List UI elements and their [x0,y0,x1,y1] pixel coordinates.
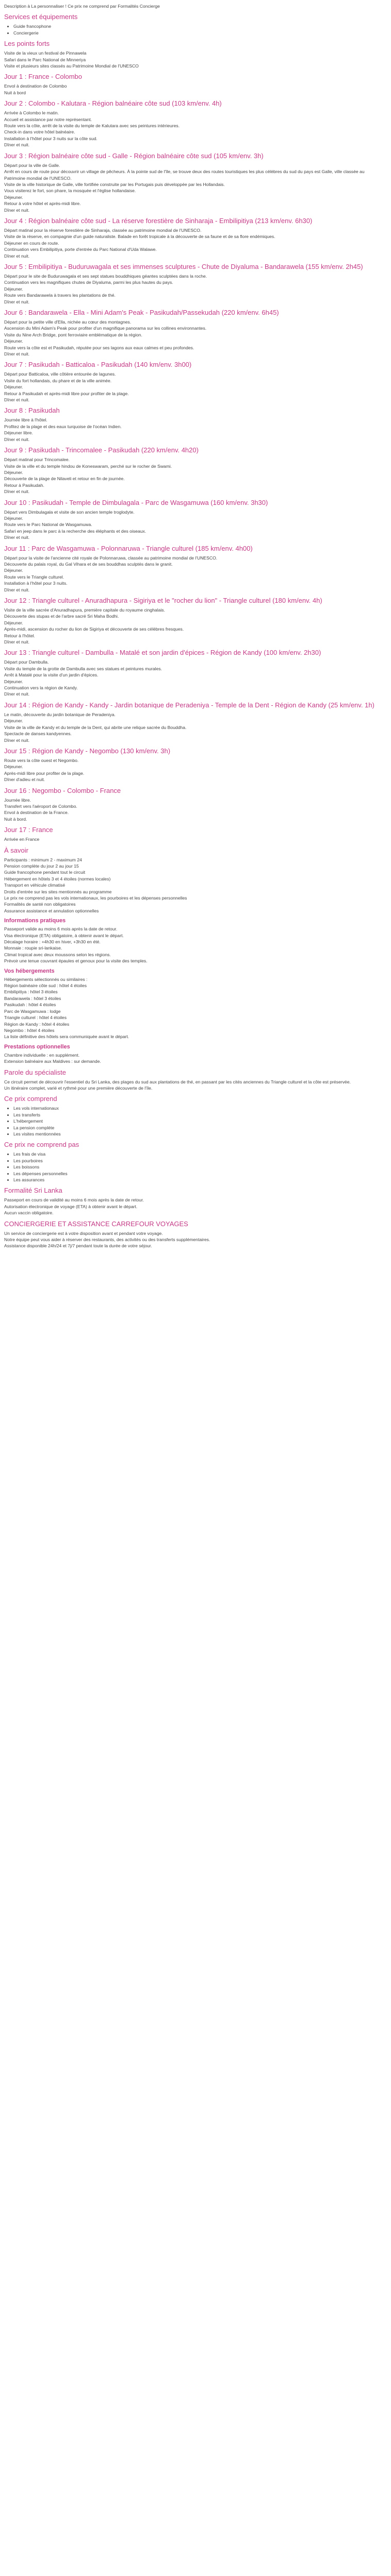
list-item: • Les boissons [13,1164,379,1170]
day-text: Déjeuner. [4,469,23,475]
day-title: Jour 17 : France [4,826,53,834]
hotel-item: Triangle culturel : hôtel 4 étoiles [4,1015,67,1021]
day-text: Ascension du Mini Adam's Peak pour profiter d'un magnifique panorama sur les collines environnantes. [4,326,207,331]
day-text: Découverte du palais royal, du Gal Vihara et de ses bouddhas sculptés dans le granit. [4,561,173,567]
day-text: Dîner et nuit. [4,299,30,304]
list-item: • Guide francophone [13,23,379,29]
info-text: Un service de conciergerie est à votre disposition avant et pendant votre voyage. [4,1230,163,1236]
day-title: Jour 11 : Parc de Wasgamuwa - Polonnaruwa - Triangle culturel (185 km/env. 4h00) [4,544,253,552]
day-text: Visite de la ville historique de Galle, ville fortifiée construite par les Portugais puis développée par les Hollandais. [4,181,225,187]
day-text: Visite de la réserve, en compagnie d'un guide naturaliste. Balade en forêt tropicale à la découverte de sa faune et de sa flore endémiques. [4,234,275,240]
day-text: Départ pour Batticaloa, ville côtière entourée de lagunes. [4,371,116,377]
hotel-item: Parc de Wasgamuwa : lodge [4,1008,61,1014]
hotels-intro: Hébergements sélectionnés ou similaires : [4,976,88,982]
day-text: Déjeuner libre. [4,430,33,436]
day-text: Départ matinal pour Trincomalee. [4,457,70,463]
day-text: Retour à Pasikudah et après-midi libre pour profiter de la plage. [4,391,129,396]
day-text: Dîner et nuit. [4,436,30,442]
day-text: Continuation vers Embilipitiya, porte d'entrée du Parc National d'Uda Walawe. [4,247,157,252]
day-text: Retour à votre hôtel et après-midi libre. [4,201,81,207]
hotel-item: Embilipitiya : hôtel 3 étoiles [4,989,58,995]
day-text: Après-midi, ascension du rocher du lion de Sigiriya et découverte de ses célèbres fresques. [4,626,184,632]
list-item: • La pension complète [13,1125,379,1131]
hotel-item: Pasikudah : hôtel 4 étoiles [4,1002,56,1008]
list-item: • Les assurances [13,1177,379,1183]
day-title: Jour 16 : Negombo - Colombo - France [4,786,121,794]
day-text: Dîner et nuit. [4,587,30,592]
info-text: Passeport valide au moins 6 mois après la date de retour. [4,926,118,932]
info-text: Assurance assistance et annulation optionnelles [4,908,99,913]
info-text: Droits d'entrée sur les sites mentionnés au programme [4,889,112,894]
day-text: Dîner et nuit. [4,351,30,357]
day-text: Vous visiterez le fort, son phare, la mosquée et l'église hollandaise. [4,188,136,194]
day-text: Déjeuner. [4,194,23,200]
info-text: Le prix ne comprend pas les vols internationaux, les pourboires et les dépenses personnelles [4,895,187,901]
section-title: Formalité Sri Lanka [4,1187,62,1195]
info-text: Formalités de santé non obligatoires [4,902,76,907]
optional-list [4,1052,379,1065]
day-text: Départ pour la petite ville d'Ella, nichée au cœur des montagnes. [4,319,132,325]
hotel-item: Région balnéaire côte sud : hôtel 4 étoiles [4,983,87,989]
list-item: • L'hébergement [13,1118,379,1124]
info-list [4,926,379,964]
day-text: Journée libre. [4,797,31,803]
section-title: Informations pratiques [4,918,66,924]
day-text: Dîner et nuit. [4,489,30,495]
day-text: Déjeuner. [4,718,23,724]
info-text: Climat tropical avec deux moussons selon les régions. [4,952,111,957]
day-text: Départ pour la ville de Galle. [4,162,60,168]
day-text: Visite de la ville sacrée d'Anuradhapura, première capitale du royaume cinghalais. [4,607,165,613]
hotel-item: Negombo : hôtel 4 étoiles [4,1027,55,1033]
day-title: Jour 15 : Région de Kandy - Negombo (130 km/env. 3h) [4,747,171,755]
day-text: Accueil et assistance par notre représentant. [4,116,92,122]
day-text: Installation à l'hôtel pour 3 nuits sur la côte sud. [4,135,97,141]
day-text: Départ matinal pour la réserve forestière de Sinharaja, classée au patrimoine mondial de l'UNESCO. [4,227,202,233]
section-title: Vos hébergements [4,968,55,974]
day-title: Jour 3 : Région balnéaire côte sud - Galle - Région balnéaire côte sud (105 km/env. 3h) [4,151,264,160]
info-text: Extension balnéaire aux Maldives : sur demande. [4,1059,101,1064]
day-text: Nuit à bord. [4,816,27,822]
concierge-list [4,1230,379,1249]
day-text: Découverte des stupas et de l'arbre sacré Sri Maha Bodhi. [4,614,119,619]
hotel-item: Région de Kandy : hôtel 4 étoiles [4,1021,70,1027]
highlights-title: Les points forts [4,40,50,48]
list-item: • Conciergerie [13,30,379,36]
day-text: Dîner et nuit. [4,253,30,259]
day-text: Déjeuner. [4,620,23,625]
info-text: Participants : minimum 2 - maximum 24 [4,857,82,862]
day-text: Déjeuner. [4,384,23,390]
list-item: • Les pourboires [13,1158,379,1164]
day-text: Visite du Nine Arch Bridge, pont ferroviaire emblématique de la région. [4,332,142,337]
highlight-item: Visite de la vieux un festival de Pinnawela [4,50,87,56]
day-text: Safari en jeep dans le parc à la recherche des éléphants et des oiseaux. [4,528,146,534]
info-text: Hébergement en hôtels 3 et 4 étoiles (normes locales) [4,876,111,882]
info-text: Autorisation électronique de voyage (ETA) à obtenir avant le départ. [4,1204,138,1209]
day-title: Jour 13 : Triangle culturel - Dambulla - Matalé et son jardin d'épices - Région de Kandy (100 km/env. 2h30) [4,649,321,657]
day-text: Arrivée en France [4,837,40,842]
info-text: Assistance disponible 24h/24 et 7j/7 pendant toute la durée de votre séjour. [4,1243,152,1249]
day-title: Jour 6 : Bandarawela - Ella - Mini Adam's Peak - Pasikudah/Passekudah (220 km/env. 6h45) [4,309,279,316]
day-text: Déjeuner en cours de route. [4,240,59,246]
day-text: Continuation vers la région de Kandy. [4,685,78,691]
day-text: Visite du temple de la grotte de Dambulla avec ses statues et peintures murales. [4,666,162,671]
day-text: Départ pour Dambulla. [4,659,49,665]
day-text: Dîner et nuit. [4,397,30,403]
section-title: Ce prix ne comprend pas [4,1141,79,1149]
day-title: Jour 5 : Embilipitiya - Buduruwagala et ses immenses sculptures - Chute de Diyaluma - Bandarawela (155 km/env. 2h45) [4,262,363,270]
guide-list [4,1079,379,1092]
day-text: Départ vers Dimbulagala et visite de son ancien temple troglodyte. [4,509,135,515]
info-text: Passeport en cours de validité au moins 6 mois après la date de retour. [4,1197,144,1203]
day-text: Spectacle de danses kandyennes. [4,731,72,737]
services-title: Services et équipements [4,13,78,21]
list-item: • Les dépenses personnelles [13,1171,379,1177]
services-list [7,23,379,36]
info-text: Guide francophone pendant tout le circuit [4,870,86,875]
list-item: • Les transferts [13,1112,379,1118]
day-text: Dîner et nuit. [4,535,30,540]
day-text: Route vers le Triangle culturel. [4,574,64,580]
highlight-item: Visite et plusieurs sites classés au Patrimoine Mondial de l'UNESCO [4,63,139,69]
day-text: Dîner et nuit. [4,207,30,213]
day-text: Déjeuner. [4,286,23,292]
day-text: Après-midi libre pour profiter de la plage. [4,770,85,776]
list-item: • Les frais de visa [13,1151,379,1157]
info-text: Aucun vaccin obligatoire. [4,1210,54,1216]
day-text: Départ pour la visite de l'ancienne cité royale de Polonnaruwa, classée au patrimoine mondial de l'UNESCO. [4,555,218,561]
day-text: Check-in dans votre hôtel balnéaire. [4,129,75,135]
info-text: Un itinéraire complet, varié et rythmé pour une première découverte de l'île. [4,1085,153,1091]
info-text: Transport en véhicule climatisé [4,883,66,888]
day-text: Départ pour le site de Buduruwagala et ses sept statues bouddhiques géantes sculptées dans la roche. [4,273,207,279]
section-title: CONCIERGERIE ET ASSISTANCE CARREFOUR VOYAGES [4,1219,188,1228]
info-text: Chambre individuelle : en supplément. [4,1052,80,1058]
info-text: Visa électronique (ETA) obligatoire, à obtenir avant le départ. [4,933,124,938]
day-text: Découverte de la plage de Nilaveli et retour en fin de journée. [4,476,125,482]
formalities-list [4,1197,379,1216]
day-text: Journée libre à l'hôtel. [4,417,47,423]
intro-text: Description à La personnaliser ! Ce prix ne comprend par Formalités Concierge [4,4,160,9]
highlight-item: Safari dans le Parc National de Minneriya [4,57,86,62]
info-text: Ce circuit permet de découvrir l'essentiel du Sri Lanka, des plages du sud aux plantations de thé, en passant par les cités anciennes du Triangle culturel et la côte est préservée. [4,1079,351,1084]
day-text: Déjeuner. [4,764,23,770]
section-title: Prestations optionnelles [4,1043,70,1050]
day-text: Route vers le Parc National de Wasgamuwa. [4,522,92,528]
day-title: Jour 10 : Pasikudah - Temple de Dimbulagala - Parc de Wasgamuwa (160 km/env. 3h30) [4,498,268,506]
day-text: Continuation vers les magnifiques chutes de Diyaluma, parmi les plus hautes du pays. [4,280,173,285]
day-text: Déjeuner. [4,338,23,344]
section-title: Ce prix comprend [4,1095,57,1103]
day-title: Jour 7 : Pasikudah - Batticaloa - Pasikudah (140 km/env. 3h00) [4,361,192,369]
day-text: Route vers la côte ouest et Negombo. [4,757,79,763]
info-text: Pension complète du jour 2 au jour 15 [4,863,79,869]
day-text: Envol à destination de Colombo [4,83,67,89]
day-text: Retour à l'hôtel. [4,633,35,638]
itinerary [4,72,379,842]
document [0,0,383,1249]
day-text: Retour à Pasikudah. [4,482,44,488]
day-text: Dîner et nuit. [4,737,30,743]
day-text: Arrêt en cours de route pour découvrir un village de pêcheurs. À la pointe sud de l'île, se trouve deux des routes touristiques les plus célèbres du sud du pays est Galle, ville classée au Patrimoine mondial de l'UNESCO. [4,169,365,181]
day-text: Dîner et nuit. [4,691,30,697]
day-title: Jour 12 : Triangle culturel - Anuradhapura - Sigiriya et le "rocher du lion" - Triangle culturel (180 km/env. 4h) [4,597,322,604]
info-text: Décalage horaire : +4h30 en hiver, +3h30 en été. [4,939,101,945]
day-text: Visite de la ville de Kandy et du temple de la Dent, qui abrite une relique sacrée du Bouddha. [4,724,187,730]
included-list [7,1105,379,1137]
info-text: Notre équipe peut vous aider à réserver des restaurants, des activités ou des transferts supplémentaires. [4,1237,210,1243]
day-text: Transfert vers l'aéroport de Colombo. [4,803,77,809]
day-title: Jour 2 : Colombo - Kalutara - Région balnéaire côte sud (103 km/env. 4h) [4,99,222,108]
day-text: Dîner et nuit. [4,639,30,645]
day-title: Jour 1 : France - Colombo [4,73,83,81]
day-text: Route vers la côte est et Pasikudah, réputée pour ses lagons aux eaux calmes et peu profondes. [4,345,194,350]
day-text: Le matin, découverte du jardin botanique de Peradeniya. [4,711,116,717]
day-text: Route vers Bandarawela à travers les plantations de thé. [4,293,116,298]
day-title: Jour 8 : Pasikudah [4,406,60,415]
not-included-list [7,1151,379,1183]
day-text: Visite du fort hollandais, du phare et de la ville animée. [4,378,112,383]
day-text: Déjeuner. [4,515,23,521]
list-item: • Les visites mentionnées [13,1131,379,1137]
hotels-note: La liste définitive des hôtels sera communiquée avant le départ. [4,1034,129,1040]
hotel-list [4,982,379,1033]
day-title: Jour 14 : Région de Kandy - Kandy - Jardin botanique de Peradeniya - Temple de la Dent - Région de Kandy (25 km/env. 1h) [4,701,374,709]
hotel-item: Bandarawela : hôtel 3 étoiles [4,995,61,1001]
day-text: Déjeuner. [4,679,23,684]
day-title: Jour 9 : Pasikudah - Trincomalee - Pasikudah (220 km/env. 4h20) [4,446,199,454]
day-text: Profitez de la plage et des eaux turquoise de l'océan Indien. [4,423,122,429]
section-title: À savoir [4,846,28,854]
day-text: Déjeuner. [4,568,23,573]
section-title: Parole du spécialiste [4,1068,66,1076]
info-text: Prévoir une tenue couvrant épaules et genoux pour la visite des temples. [4,958,148,964]
info-text: Monnaie : roupie sri-lankaise. [4,945,62,951]
day-text: Route vers la côte, arrêt de la visite du temple de Kalutara avec ses peintures intérieures. [4,123,180,129]
day-text: Arrivée à Colombo le matin. [4,110,59,116]
day-text: Arrêt à Matalé pour la visite d'un jardin d'épices. [4,672,99,678]
day-text: Nuit à bord [4,90,26,95]
info-list [4,857,379,914]
day-text: Visite de la ville et du temple hindou de Koneswaram, perché sur le rocher de Swami. [4,463,172,469]
day-text: Envol à destination de la France. [4,810,69,816]
day-text: Installation à l'hôtel pour 3 nuits. [4,581,68,586]
list-item: • Les vols internationaux [13,1105,379,1111]
day-text: Dîner et nuit. [4,142,30,148]
day-text: Dîner d'adieu et nuit. [4,777,45,783]
day-title: Jour 4 : Région balnéaire côte sud - La réserve forestière de Sinharaja - Embilipitiya (213 km/env. 6h30) [4,216,313,225]
